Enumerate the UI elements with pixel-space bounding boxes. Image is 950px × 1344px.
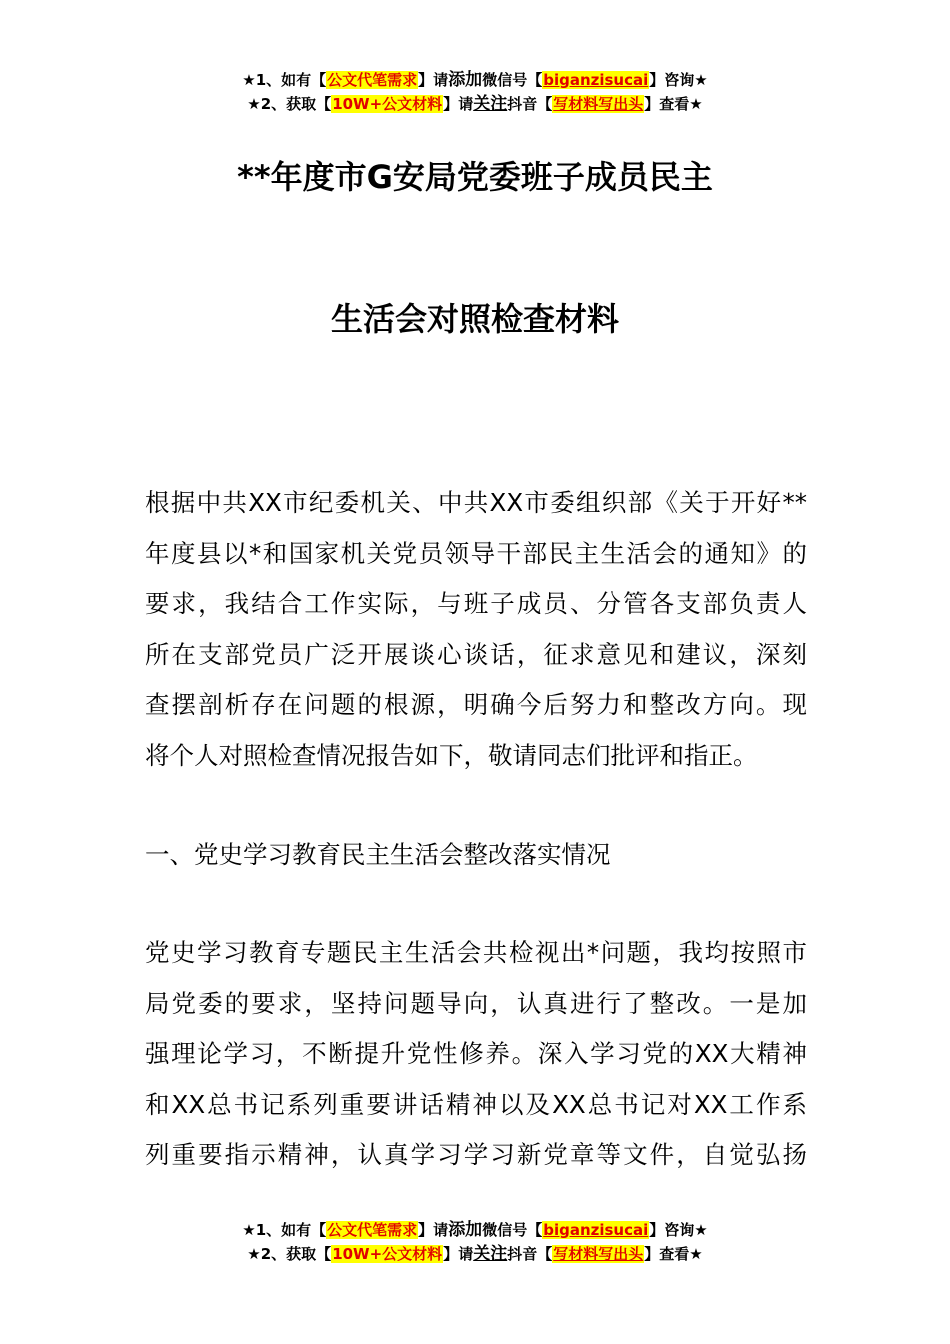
banner-highlight-wechat: biganzisucai <box>543 71 649 89</box>
banner-text: 】咨询★ <box>649 71 708 89</box>
banner-highlight-wechat: biganzisucai <box>543 1221 649 1239</box>
banner-emphasis: 添加 <box>448 70 483 90</box>
banner-text: 微信号【 <box>482 71 543 89</box>
banner-text: 】查看★ <box>644 95 703 113</box>
banner-text: 】请 <box>418 1221 449 1239</box>
banner-highlight-douyin: 写材料写出头 <box>553 95 644 113</box>
paragraph-line: 和XX总书记系列重要讲话精神以及XX总书记对XX工作系 <box>145 1089 807 1119</box>
banner-text: 抖音【 <box>507 1245 553 1263</box>
banner-text: ★1、如有【 <box>242 71 327 89</box>
banner-line-2 <box>0 92 950 116</box>
paragraph-line: 强理论学习，不断提升党性修养。深入学习党的XX大精神 <box>145 1039 807 1068</box>
banner-highlight: 10W+公文材料 <box>332 1245 443 1263</box>
banner-text: 】请 <box>418 71 449 89</box>
banner-highlight: 公文代笔需求 <box>327 71 418 89</box>
document-title-line-2: 生活会对照检查材料 <box>330 300 619 338</box>
banner-text: 抖音【 <box>507 95 553 113</box>
header-banner <box>0 68 950 116</box>
banner-highlight: 10W+公文材料 <box>332 95 443 113</box>
banner-text: ★1、如有【 <box>242 1221 327 1239</box>
banner-line-1 <box>0 68 950 92</box>
paragraph-line: 列重要指示精神，认真学习学习新党章等文件，自觉弘扬 <box>145 1140 807 1169</box>
paragraph-line: 所在支部党员广泛开展谈心谈话，征求意见和建议，深刻 <box>145 639 807 669</box>
banner-line-2 <box>0 1242 950 1266</box>
paragraph-line: 年度县以*和国家机关党员领导干部民主生活会的通知》的 <box>145 538 807 568</box>
banner-emphasis: 添加 <box>448 1220 483 1240</box>
banner-highlight: 公文代笔需求 <box>327 1221 418 1239</box>
body-paragraph-2 <box>145 928 807 1181</box>
paragraph-line: 将个人对照检查情况报告如下，敬请同志们批评和指正。 <box>145 740 758 770</box>
footer-banner <box>0 1218 950 1266</box>
paragraph-line: 局党委的要求，坚持问题导向，认真进行了整改。一是加 <box>145 988 807 1018</box>
banner-text: ★2、获取【 <box>247 1245 332 1263</box>
banner-highlight-douyin: 写材料写出头 <box>553 1245 644 1263</box>
banner-text: 】查看★ <box>644 1245 703 1263</box>
banner-text: 】咨询★ <box>649 1221 708 1239</box>
banner-emphasis: 关注 <box>473 94 508 114</box>
section-heading-1: 一、党史学习教育民主生活会整改落实情况 <box>145 840 611 869</box>
paragraph-line: 党史学习教育专题民主生活会共检视出*问题，我均按照市 <box>145 938 807 967</box>
banner-text: 】请 <box>443 95 474 113</box>
document-title-line-1: **年度市G安局党委班子成员民主 <box>237 158 713 196</box>
banner-text: 微信号【 <box>482 1221 543 1239</box>
paragraph-line: 要求，我结合工作实际，与班子成员、分管各支部负责人 <box>145 589 807 618</box>
banner-emphasis: 关注 <box>473 1244 508 1264</box>
body-paragraph-1 <box>145 478 807 781</box>
paragraph-line: 查摆剖析存在问题的根源，明确今后努力和整改方向。现 <box>145 690 807 719</box>
banner-text: 】请 <box>443 1245 474 1263</box>
banner-text: ★2、获取【 <box>247 95 332 113</box>
banner-line-1 <box>0 1218 950 1242</box>
paragraph-line: 根据中共XX市纪委机关、中共XX市委组织部《关于开好** <box>145 488 807 517</box>
